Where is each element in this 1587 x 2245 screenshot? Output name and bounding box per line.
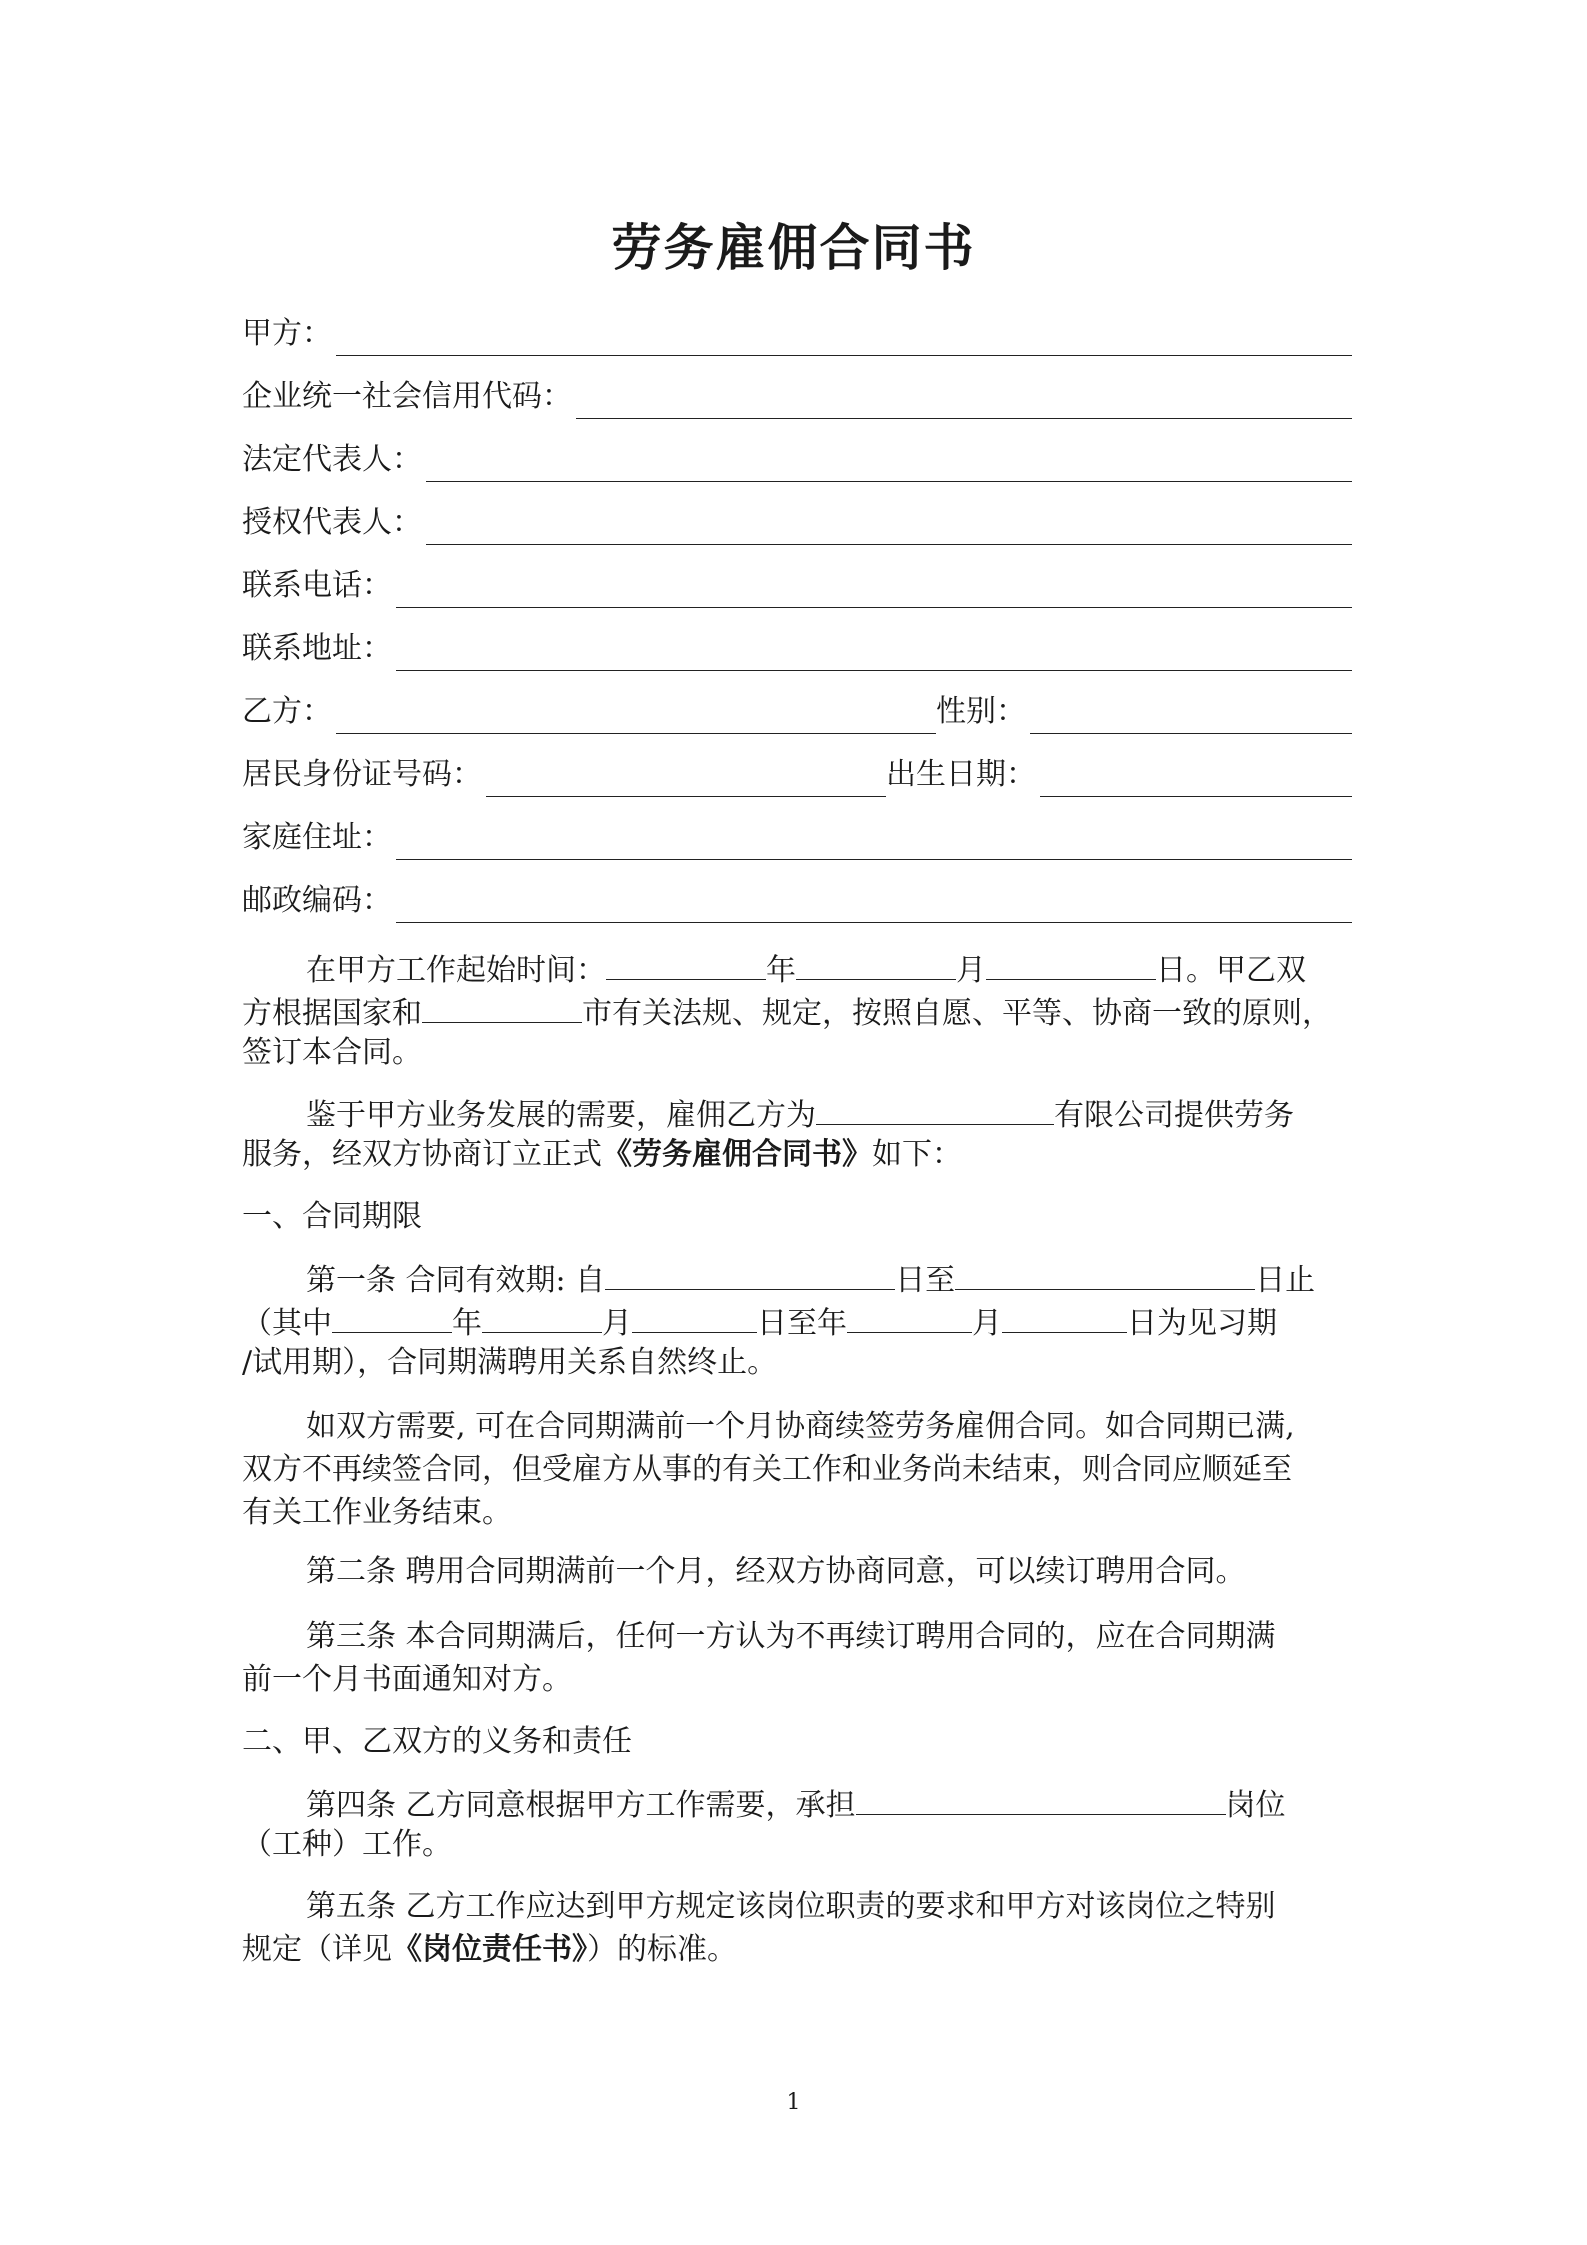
phone-blank[interactable]	[396, 569, 1352, 608]
job-responsibility-ref: 《岗位责任书》	[392, 1932, 587, 1967]
probation-start-month-blank[interactable]	[482, 1298, 602, 1333]
birth-date-blank[interactable]	[1040, 758, 1352, 797]
valid-from-blank[interactable]	[605, 1255, 895, 1290]
party-a-name-blank[interactable]	[336, 317, 1352, 356]
art4-text: 第四条 乙方同意根据甲方工作需要，承担	[306, 1788, 856, 1823]
phone-label: 联系电话：	[242, 568, 392, 603]
whereas-text: 鉴于甲方业务发展的需要，雇佣乙方为	[306, 1098, 816, 1133]
intro-line-2	[242, 988, 1352, 1031]
art1-month2-text: 月	[972, 1306, 1002, 1341]
day-text: 日。甲乙双	[1156, 953, 1306, 988]
start-month-blank[interactable]	[796, 945, 956, 980]
article-4-line-1	[242, 1780, 1352, 1823]
art4-position-text: 岗位	[1225, 1788, 1286, 1823]
article-3-line-1: 第三条 本合同期满后，任何一方认为不再续订聘用合同的，应在合同期满	[306, 1619, 1276, 1654]
renewal-line-3: 有关工作业务结束。	[242, 1495, 512, 1530]
intro-line-1	[242, 945, 1352, 988]
intro-paragraph	[242, 945, 1352, 1074]
whereas-line-2	[242, 1133, 1352, 1176]
postcode-field[interactable]	[242, 873, 1352, 923]
position-blank[interactable]	[856, 1780, 1226, 1815]
legal-rep-blank[interactable]	[426, 443, 1352, 482]
intro-line-3: 签订本合同。	[242, 1035, 422, 1070]
id-number-blank[interactable]	[486, 758, 886, 797]
art1-probation-end-text: 日为见习期	[1127, 1306, 1277, 1341]
credit-code-blank[interactable]	[576, 380, 1352, 419]
art1-to-text: 日至	[895, 1263, 956, 1298]
postcode-label: 邮政编码：	[242, 883, 392, 918]
art1-to-year-text: 日至年	[757, 1306, 847, 1341]
valid-to-blank[interactable]	[955, 1255, 1255, 1290]
art5-suffix-text: ）的标准。	[587, 1932, 737, 1967]
whereas-paragraph	[242, 1090, 1352, 1176]
art1-validity-text: 第一条 合同有效期: 自	[306, 1263, 606, 1298]
address-label: 联系地址：	[242, 631, 392, 666]
auth-rep-label: 授权代表人：	[242, 505, 422, 540]
renewal-paragraph	[242, 1405, 1352, 1534]
section-1-heading: 一、合同期限	[242, 1199, 422, 1234]
probation-start-year-blank[interactable]	[332, 1298, 452, 1333]
probation-end-month-blank[interactable]	[847, 1298, 972, 1333]
party-a-name-label: 甲方：	[242, 316, 332, 351]
postcode-blank[interactable]	[396, 884, 1352, 923]
article-3-line-2: 前一个月书面通知对方。	[242, 1662, 572, 1697]
article-1	[242, 1255, 1352, 1384]
art5-prefix-text: 规定（详见	[242, 1932, 392, 1967]
article-2-line-1: 第二条 聘用合同期满前一个月，经双方协商同意，可以续订聘用合同。	[306, 1554, 1246, 1589]
year-text: 年	[766, 953, 796, 988]
id-number-label: 居民身份证号码：	[242, 757, 482, 792]
art1-month-text: 月	[602, 1306, 632, 1341]
gender-blank[interactable]	[1030, 695, 1352, 734]
id-birth-row	[242, 747, 1352, 797]
intro-country-text: 方根据国家和	[242, 996, 422, 1031]
company-blank[interactable]	[816, 1090, 1054, 1125]
credit-code-field[interactable]	[242, 369, 1352, 419]
whereas-line-1	[242, 1090, 1352, 1133]
party-b-name-blank[interactable]	[336, 695, 936, 734]
party-a-name-field[interactable]	[242, 306, 1352, 356]
page-number: 1	[786, 2090, 801, 2115]
whereas-company-text: 有限公司提供劳务	[1054, 1098, 1294, 1133]
art1-probation-text: （其中	[242, 1306, 332, 1341]
article-1-line-3: /试用期），合同期满聘用关系自然终止。	[242, 1345, 778, 1380]
article-4	[242, 1780, 1352, 1866]
city-blank[interactable]	[422, 988, 582, 1023]
article-1-line-1	[242, 1255, 1352, 1298]
contract-title-ref: 《劳务雇佣合同书》	[602, 1137, 872, 1172]
party-b-row	[242, 684, 1352, 734]
gender-label: 性别：	[936, 694, 1026, 729]
auth-rep-blank[interactable]	[426, 506, 1352, 545]
auth-rep-field[interactable]	[242, 495, 1352, 545]
article-5	[242, 1885, 1352, 1971]
art1-year-text: 年	[452, 1306, 482, 1341]
article-2	[242, 1550, 1352, 1593]
legal-rep-label: 法定代表人：	[242, 442, 422, 477]
intro-start-text: 在甲方工作起始时间：	[306, 953, 606, 988]
home-address-blank[interactable]	[396, 821, 1352, 860]
party-b-name-label: 乙方：	[242, 694, 332, 729]
home-address-field[interactable]	[242, 810, 1352, 860]
credit-code-label: 企业统一社会信用代码：	[242, 379, 572, 414]
article-4-line-2: （工种）工作。	[242, 1827, 452, 1862]
month-text: 月	[956, 953, 986, 988]
birth-date-label: 出生日期：	[886, 757, 1036, 792]
article-3	[242, 1615, 1352, 1701]
article-5-line-1: 第五条 乙方工作应达到甲方规定该岗位职责的要求和甲方对该岗位之特别	[306, 1889, 1276, 1924]
section-2-heading: 二、甲、乙双方的义务和责任	[242, 1724, 632, 1759]
document-title: 劳务雇佣合同书	[611, 218, 976, 277]
start-day-blank[interactable]	[986, 945, 1156, 980]
legal-rep-field[interactable]	[242, 432, 1352, 482]
start-year-blank[interactable]	[606, 945, 766, 980]
address-blank[interactable]	[396, 632, 1352, 671]
renewal-line-2: 双方不再续签合同，但受雇方从事的有关工作和业务尚未结束，则合同应顺延至	[242, 1452, 1292, 1487]
intro-regulation-text: 市有关法规、规定，按照自愿、平等、协商一致的原则，	[582, 996, 1332, 1031]
home-address-label: 家庭住址：	[242, 820, 392, 855]
probation-start-day-blank[interactable]	[632, 1298, 757, 1333]
whereas-end-text: 如下：	[872, 1137, 962, 1172]
whereas-service-text: 服务，经双方协商订立正式	[242, 1137, 602, 1172]
article-5-line-2	[242, 1928, 1352, 1971]
renewal-line-1: 如双方需要, 可在合同期满前一个月协商续签劳务雇佣合同。如合同期已满,	[306, 1409, 1295, 1444]
phone-field[interactable]	[242, 558, 1352, 608]
art1-end-text: 日止	[1255, 1263, 1316, 1298]
address-field[interactable]	[242, 621, 1352, 671]
article-1-line-2	[242, 1298, 1352, 1341]
probation-end-day-blank[interactable]	[1002, 1298, 1127, 1333]
